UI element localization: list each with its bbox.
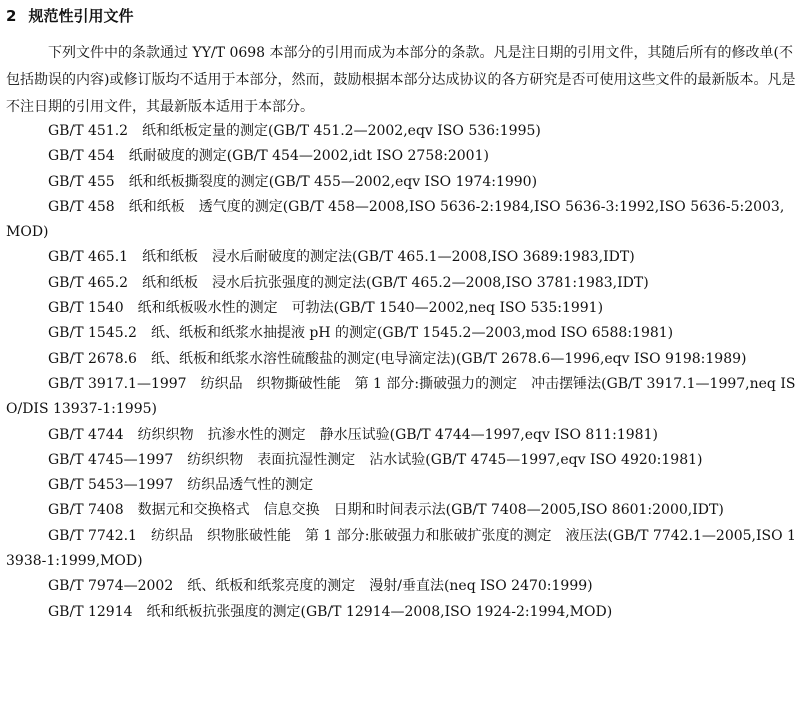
reference-code: GB/T 458 — [48, 198, 115, 215]
reference-code: GB/T 1540 — [48, 300, 124, 317]
reference-title: 纺织品 织物胀破性能 第 1 部分:胀破强力和胀破扩张度的测定 液压法(GB/T 7742.1—2005,ISO 13938-1:1999,MOD) — [6, 527, 796, 570]
reference-title: 纸、纸板和纸浆水溶性硫酸盐的测定(电导滴定法)(GB/T 2678.6—1996,eqv ISO 9198:1989) — [150, 350, 747, 367]
reference-item — [6, 195, 796, 246]
reference-title: 纸、纸板和纸浆水抽提液 pH 的测定(GB/T 1545.2—2003,mod ISO 6588:1981) — [150, 325, 674, 342]
reference-item — [6, 423, 796, 448]
reference-title: 纸和纸板定量的测定(GB/T 451.2—2002,eqv ISO 536:1995) — [142, 123, 541, 139]
reference-title: 数据元和交换格式 信息交换 日期和时间表示法(GB/T 7408—2005,ISO 8601:2000,IDT) — [137, 502, 724, 519]
reference-item — [6, 448, 796, 473]
reference-title: 纸、纸板和纸浆亮度的测定 漫射/垂直法(neq ISO 2470:1999) — [187, 578, 593, 595]
reference-item — [6, 119, 796, 144]
reference-code: GB/T 454 — [48, 148, 115, 165]
reference-code: GB/T 7408 — [48, 502, 124, 519]
reference-code: GB/T 465.2 — [48, 274, 129, 291]
reference-title: 纺织品 织物撕破性能 第 1 部分:撕破强力的测定 冲击摆锤法(GB/T 3917.1—1997,neq ISO/DIS 13937-1:1995) — [6, 375, 796, 418]
reference-title: 纸和纸板 浸水后抗张强度的测定法(GB/T 465.2—2008,ISO 3781:1983,IDT) — [142, 274, 649, 291]
intro-text: 下列文件中的条款通过 YY/T 0698 本部分的引用而成为本部分的条款。凡是注日期的引用文件，其随后所有的修改单(不包括勘误的内容)或修订版均不适用于本部分，然而，鼓励根据本部分达成协议的各方研究是否可使用这些文件的最新版本。凡是不注日期的引用文件，其最新版本适用于本部分。 — [6, 45, 796, 115]
reference-code: GB/T 12914 — [48, 603, 133, 620]
reference-title: 纺织织物 抗渗水性的测定 静水压试验(GB/T 4744—1997,eqv ISO 811:1981) — [137, 426, 658, 443]
reference-item — [6, 296, 796, 321]
reference-list — [6, 119, 796, 625]
reference-title: 纺织品透气性的测定 — [187, 477, 314, 494]
reference-item — [6, 245, 796, 270]
reference-title: 纺织织物 表面抗湿性测定 沾水试验(GB/T 4745—1997,eqv ISO 4920:1981) — [187, 451, 703, 468]
reference-item — [6, 321, 796, 346]
reference-code: GB/T 7974—2002 — [48, 578, 174, 595]
reference-item — [6, 473, 796, 498]
reference-code: GB/T 465.1 — [48, 249, 129, 266]
reference-title: 纸和纸板 浸水后耐破度的测定法(GB/T 465.1—2008,ISO 3689:1983,IDT) — [142, 249, 635, 266]
reference-code: GB/T 7742.1 — [48, 527, 137, 544]
reference-item — [6, 600, 796, 625]
reference-item — [6, 347, 796, 372]
section-title: 规范性引用文件 — [28, 7, 134, 25]
reference-code: GB/T 4745—1997 — [48, 451, 174, 468]
reference-code: GB/T 3917.1—1997 — [48, 375, 187, 392]
reference-item — [6, 170, 796, 195]
reference-title: 纸耐破度的测定(GB/T 454—2002,idt ISO 2758:2001) — [128, 148, 489, 165]
intro-paragraph — [6, 40, 796, 121]
reference-code: GB/T 2678.6 — [48, 350, 137, 367]
reference-item — [6, 144, 796, 169]
reference-code: GB/T 4744 — [48, 426, 124, 443]
section-number: 2 — [6, 7, 17, 25]
reference-code: GB/T 5453—1997 — [48, 477, 174, 494]
reference-code: GB/T 1545.2 — [48, 325, 137, 342]
reference-code: GB/T 455 — [48, 173, 115, 190]
reference-title: 纸和纸板 透气度的测定(GB/T 458—2008,ISO 5636-2:1984,ISO 5636-3:1992,ISO 5636-5:2003,MOD) — [6, 198, 785, 241]
reference-code: GB/T 451.2 — [48, 123, 129, 139]
reference-item — [6, 524, 796, 575]
reference-item — [6, 498, 796, 523]
section-heading — [6, 4, 133, 28]
reference-title: 纸和纸板抗张强度的测定(GB/T 12914—2008,ISO 1924-2:1994,MOD) — [146, 603, 613, 620]
reference-item — [6, 271, 796, 296]
reference-title: 纸和纸板吸水性的测定 可勃法(GB/T 1540—2002,neq ISO 535:1991) — [137, 300, 604, 317]
reference-item — [6, 574, 796, 599]
reference-title: 纸和纸板撕裂度的测定(GB/T 455—2002,eqv ISO 1974:1990) — [128, 173, 538, 190]
reference-item — [6, 372, 796, 423]
